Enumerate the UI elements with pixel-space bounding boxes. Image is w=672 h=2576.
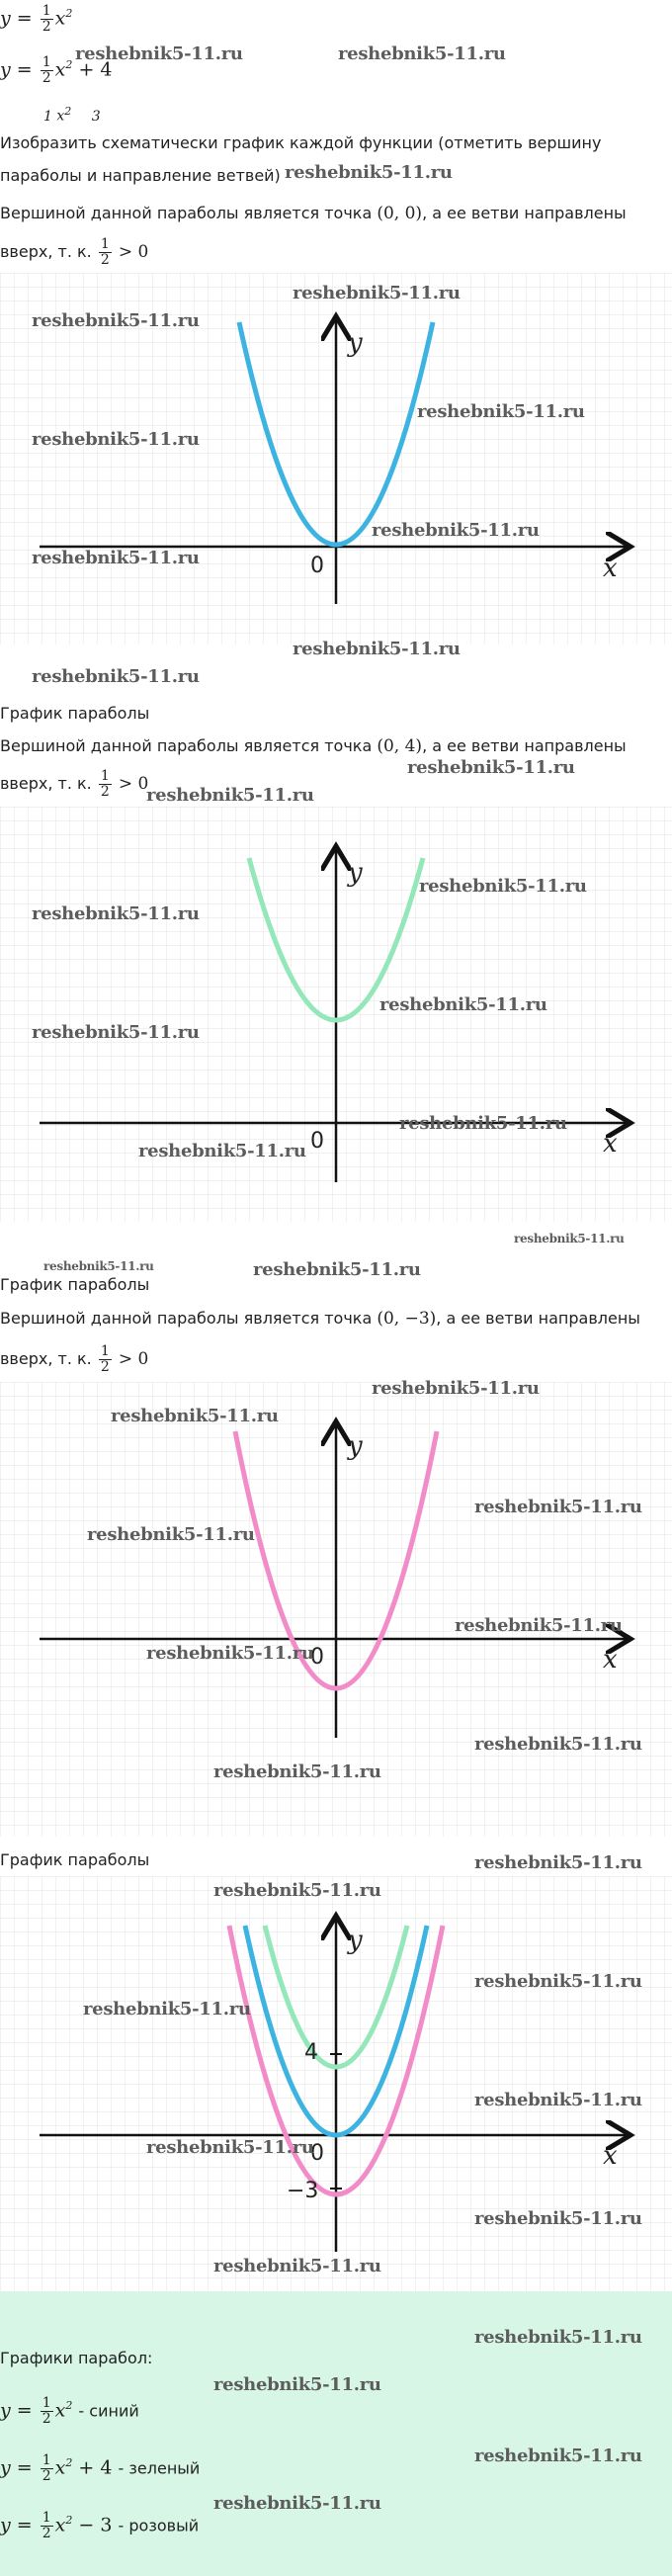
watermark: reshebnik5-11.ru — [474, 2327, 642, 2348]
vertex-text-1: Вершиной данной параболы является точка (0, 0), а ее ветви направлены — [0, 204, 627, 223]
watermark: reshebnik5-11.ru — [417, 401, 585, 422]
watermark: reshebnik5-11.ru — [474, 2208, 642, 2229]
watermark: reshebnik5-11.ru — [213, 1761, 381, 1782]
vertex-text-2: Вершиной данной параболы является точка (0, 4), а ее ветви направлены — [0, 736, 627, 756]
caption-3: График параболы — [0, 1850, 150, 1869]
parabola-graph-green — [0, 807, 672, 1222]
formula-f3-partial: 1 $x^2$ 3 — [43, 107, 101, 125]
summary-item-green: y = $\frac{1}{2}$ $x^2 + 4$ - зеленый — [0, 2452, 201, 2484]
watermark: reshebnik5-11.ru — [372, 1378, 540, 1399]
x-label: x — [603, 1645, 618, 1674]
watermark: reshebnik5-11.ru — [514, 1232, 625, 1245]
watermark: reshebnik5-11.ru — [32, 429, 200, 450]
summary-title: Графики парабол: — [0, 2349, 153, 2367]
watermark: reshebnik5-11.ru — [474, 2090, 642, 2110]
formula-f2: y = $\frac{1}{2}$ $x^2 + 4$ — [0, 54, 113, 86]
origin-label: 0 — [310, 1129, 324, 1154]
watermark: reshebnik5-11.ru — [455, 1615, 623, 1636]
watermark: reshebnik5-11.ru — [474, 1852, 642, 1873]
watermark: reshebnik5-11.ru — [32, 310, 200, 331]
watermark: reshebnik5-11.ru — [293, 639, 461, 659]
watermark: reshebnik5-11.ru — [32, 666, 200, 687]
summary-item-blue: y = $\frac{1}{2}$ $x^2$ - синий — [0, 2395, 139, 2427]
watermark: reshebnik5-11.ru — [138, 1141, 306, 1161]
watermark: reshebnik5-11.ru — [474, 1497, 642, 1517]
watermark: reshebnik5-11.ru — [32, 548, 200, 568]
parabola-graph-combined — [0, 1876, 672, 2291]
caption-1: График параболы — [0, 704, 150, 723]
y-label: y — [348, 1926, 363, 1955]
watermark: reshebnik5-11.ru — [43, 1259, 154, 1273]
watermark: reshebnik5-11.ru — [474, 2446, 642, 2466]
watermark: reshebnik5-11.ru — [146, 1643, 314, 1664]
mark-neg3-label: −3 — [287, 2179, 319, 2203]
watermark: reshebnik5-11.ru — [474, 1971, 642, 1992]
watermark: reshebnik5-11.ru — [32, 1022, 200, 1043]
x-label: x — [603, 554, 618, 583]
x-label: x — [603, 1129, 618, 1159]
watermark: reshebnik5-11.ru — [213, 2493, 381, 2514]
watermark: reshebnik5-11.ru — [87, 1524, 255, 1545]
vertex-text-3: Вершиной данной параболы является точка (0, −3), а ее ветви направлены — [0, 1309, 640, 1329]
x-label: x — [603, 2141, 618, 2171]
y-label: y — [348, 1431, 363, 1461]
origin-label: 0 — [310, 2141, 324, 2166]
watermark: reshebnik5-11.ru — [213, 1880, 381, 1901]
reason-text-3: вверх, т. к. $\frac{1}{2}$ > 0 — [0, 1343, 149, 1375]
watermark: reshebnik5-11.ru — [474, 1734, 642, 1755]
watermark: reshebnik5-11.ru — [111, 1406, 279, 1426]
summary-item-pink: y = $\frac{1}{2}$ $x^2 - 3$ - розовый — [0, 2510, 200, 2541]
task-text: Изобразить схематически график каждой функции (отметить вершину параболы и направление ветвей) — [0, 133, 602, 185]
y-label: y — [348, 328, 363, 358]
watermark: reshebnik5-11.ru — [32, 903, 200, 924]
watermark: reshebnik5-11.ru — [213, 2374, 381, 2395]
watermark: reshebnik5-11.ru — [146, 785, 314, 806]
formula-f1: y = $\frac{1}{2}$ $x^2$ — [0, 3, 73, 35]
watermark: reshebnik5-11.ru — [407, 757, 575, 778]
graph-combined — [0, 1876, 672, 2291]
watermark: reshebnik5-11.ru — [213, 2256, 381, 2276]
caption-2: График параболы — [0, 1275, 150, 1294]
watermark: reshebnik5-11.ru — [293, 283, 461, 303]
watermark: reshebnik5-11.ru — [285, 162, 453, 183]
watermark: reshebnik5-11.ru — [83, 1999, 251, 2019]
origin-label: 0 — [310, 1645, 324, 1670]
watermark: reshebnik5-11.ru — [338, 43, 506, 64]
watermark: reshebnik5-11.ru — [146, 2137, 314, 2158]
reason-text-2: вверх, т. к. $\frac{1}{2}$ > 0 — [0, 768, 149, 800]
origin-label: 0 — [310, 554, 324, 578]
reason-text-1: вверх, т. к. $\frac{1}{2}$ > 0 — [0, 236, 149, 268]
y-label: y — [348, 858, 363, 888]
watermark: reshebnik5-11.ru — [253, 1259, 421, 1280]
graph-2 — [0, 807, 672, 1222]
watermark: reshebnik5-11.ru — [399, 1113, 567, 1134]
mark-4-label: 4 — [304, 2040, 318, 2065]
watermark: reshebnik5-11.ru — [372, 520, 540, 541]
watermark: reshebnik5-11.ru — [419, 876, 587, 897]
watermark: reshebnik5-11.ru — [75, 43, 243, 64]
watermark: reshebnik5-11.ru — [379, 994, 547, 1015]
